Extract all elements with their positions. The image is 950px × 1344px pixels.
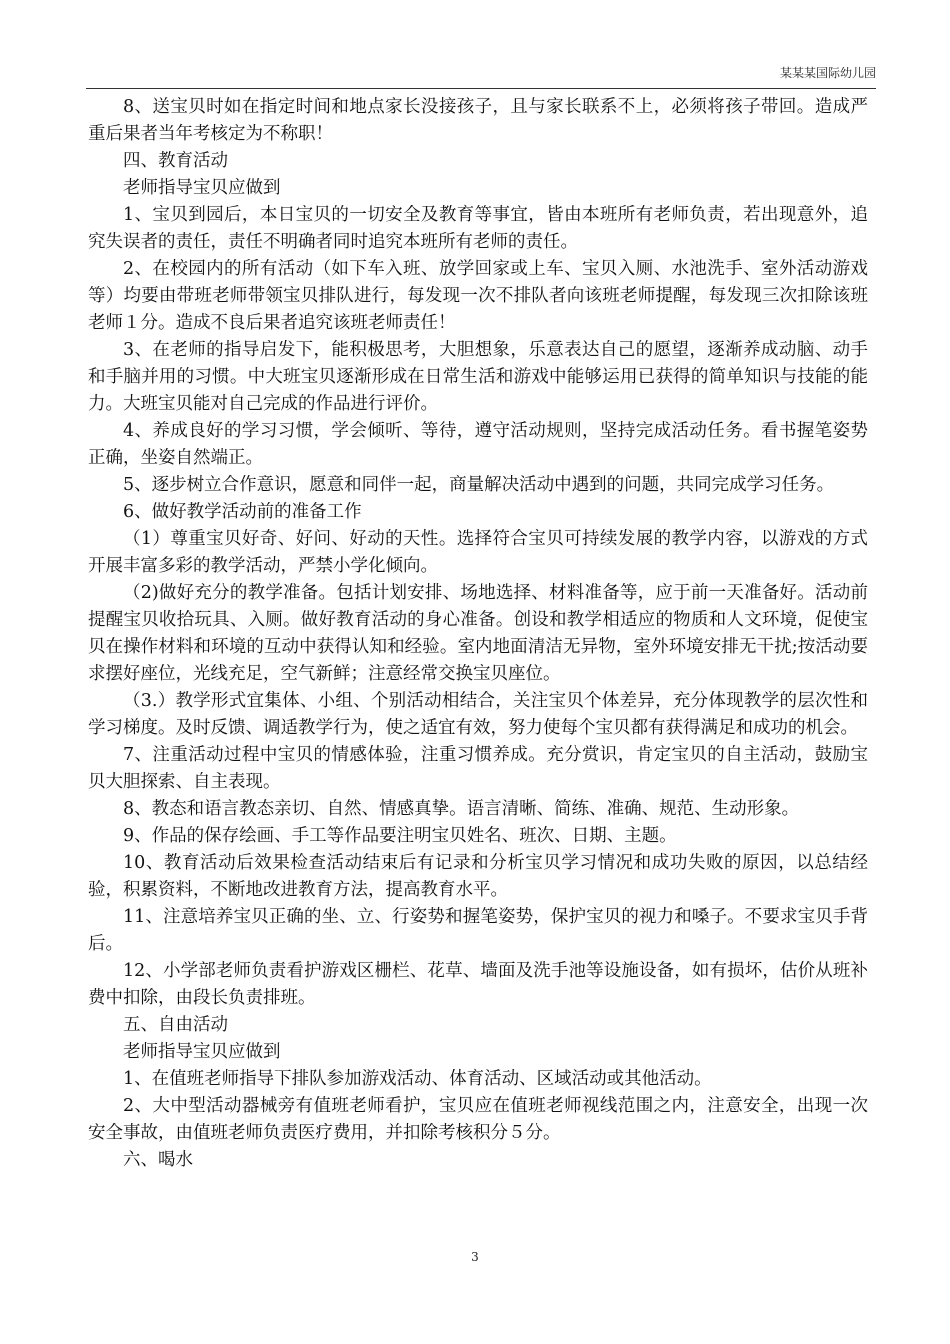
paragraph: 2、在校园内的所有活动（如下车入班、放学回家或上车、宝贝入厕、水池洗手、室外活动游戏等）均要由带班老师带领宝贝排队进行，每发现一次不排队者向该班老师提醒，每发现三次扣除该班老师１分。造成不良后果者追究该班老师责任！ [88,259,868,333]
document-body [88,94,868,1174]
subheading: 老师指导宝贝应做到 [123,1042,281,1062]
paragraph: 12、小学部老师负责看护游戏区栅栏、花草、墙面及洗手池等设施设备，如有损坏，估价从班补费中扣除，由段长负责排班。 [88,961,868,1008]
paragraph: 1、宝贝到园后，本日宝贝的一切安全及教育等事宜，皆由本班所有老师负责，若出现意外，追究失误者的责任，责任不明确者同时追究本班所有老师的责任。 [88,205,868,252]
section-heading: 六、喝水 [123,1150,193,1170]
section-heading: 五、自由活动 [123,1015,228,1035]
paragraph: （1）尊重宝贝好奇、好问、好动的天性。选择符合宝贝可持续发展的教学内容，以游戏的方式开展丰富多彩的教学活动，严禁小学化倾向。 [88,529,868,576]
paragraph: 11、注意培养宝贝正确的坐、立、行姿势和握笔姿势，保护宝贝的视力和嗓子。不要求宝贝手背后。 [88,907,868,954]
paragraph: 3、在老师的指导启发下，能积极思考，大胆想象，乐意表达自己的愿望，逐渐养成动脑、动手和手脑并用的习惯。中大班宝贝逐渐形成在日常生活和游戏中能够运用已获得的简单知识与技能的能力。大班宝贝能对自己完成的作品进行评价。 [88,340,868,414]
paragraph: 9、作品的保存绘画、手工等作品要注明宝贝姓名、班次、日期、主题。 [123,826,677,846]
paragraph: 1、在值班老师指导下排队参加游戏活动、体育活动、区域活动或其他活动。 [123,1069,712,1089]
paragraph: 5、逐步树立合作意识，愿意和同伴一起，商量解决活动中遇到的问题，共同完成学习任务。 [123,475,835,495]
section-heading: 四、教育活动 [123,151,228,171]
header-org-name: 某某某国际幼儿园 [779,66,876,80]
paragraph: 6、做好教学活动前的准备工作 [123,502,362,522]
paragraph: 10、教育活动后效果检查活动结束后有记录和分析宝贝学习情况和成功失败的原因，以总结经验，积累资料，不断地改进教育方法，提高教育水平。 [88,853,868,900]
page-header [86,66,876,89]
page-number: 3 [471,1250,479,1264]
paragraph: 8、送宝贝时如在指定时间和地点家长没接孩子，且与家长联系不上，必须将孩子带回。造成严重后果者当年考核定为不称职！ [88,97,868,144]
paragraph: 7、注重活动过程中宝贝的情感体验，注重习惯养成。充分赏识，肯定宝贝的自主活动，鼓励宝贝大胆探索、自主表现。 [88,745,868,792]
paragraph: 8、教态和语言教态亲切、自然、情感真挚。语言清晰、简练、准确、规范、生动形象。 [123,799,800,819]
paragraph: （3.）教学形式宜集体、小组、个别活动相结合，关注宝贝个体差异，充分体现教学的层次性和学习梯度。及时反馈、调适教学行为，使之适宜有效，努力使每个宝贝都有获得满足和成功的机会。 [88,691,868,738]
paragraph: 2、大中型活动器械旁有值班老师看护，宝贝应在值班老师视线范围之内，注意安全，出现一次安全事故，由值班老师负责医疗费用，并扣除考核积分５分。 [88,1096,868,1143]
subheading: 老师指导宝贝应做到 [123,178,281,198]
paragraph: 4、养成良好的学习习惯，学会倾听、等待，遵守活动规则，坚持完成活动任务。看书握笔姿势正确，坐姿自然端正。 [88,421,868,468]
paragraph: （2)做好充分的教学准备。包括计划安排、场地选择、材料准备等，应于前一天准备好。活动前提醒宝贝收拾玩具、入厕。做好教育活动的身心准备。创设和教学相适应的物质和人文环境，促使宝贝在操作材料和环境的互动中获得认知和经验。室内地面清洁无异物，室外环境安排无干扰;按活动要求摆好座位，光线充足，空气新鲜；注意经常交换宝贝座位。 [88,583,868,684]
